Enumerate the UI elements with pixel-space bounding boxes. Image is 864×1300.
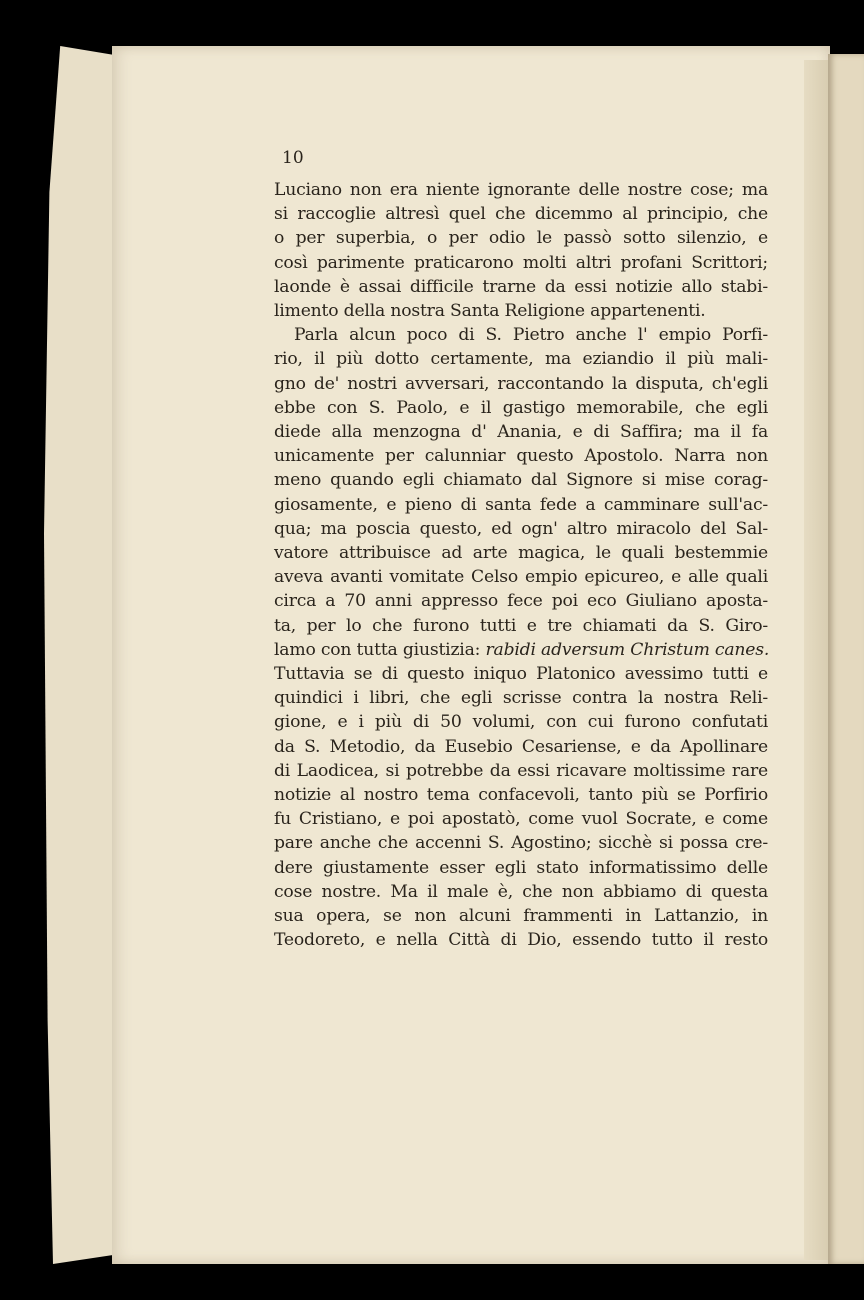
latin-quote: rabidi adversum Christum canes.	[485, 639, 770, 660]
text-line: Parla alcun poco di S. Pietro anche l' empio Porfi-	[294, 325, 768, 346]
body-text	[274, 178, 768, 953]
text-line: ebbe con S. Paolo, e il gastigo memorabile, che egli	[274, 397, 768, 418]
right-page-edge	[828, 54, 864, 1264]
text-line: sua opera, se non alcuni frammenti in Lattanzio, in	[274, 906, 768, 927]
text-line: vatore attribuisce ad arte magica, le quali bestemmie	[274, 543, 768, 564]
text-line: Luciano non era niente ignorante delle nostre cose; ma	[274, 180, 768, 200]
text-line: così parimente praticarono molti altri profani Scrittori;	[274, 252, 768, 273]
text-line: rio, il più dotto certamente, ma eziandio il più mali-	[274, 349, 768, 370]
text-line: da S. Metodio, da Eusebio Cesariense, e da Apollinare	[274, 736, 768, 757]
text-line: gno de' nostri avversari, raccontando la disputa, ch'egli	[274, 373, 768, 394]
text-line: Teodoreto, e nella Città di Dio, essendo tutto il resto	[274, 930, 768, 951]
page-gutter-shadow	[804, 60, 830, 1260]
text-line: diede alla menzogna d' Anania, e di Saffira; ma il fa	[274, 422, 768, 443]
text-line: cose nostre. Ma il male è, che non abbiamo di questa	[274, 881, 768, 902]
paragraph-2	[274, 323, 768, 952]
text-line: meno quando egli chiamato dal Signore si mise corag-	[274, 470, 768, 491]
text-line: limento della nostra Santa Religione appartenenti.	[274, 301, 706, 322]
paragraph-1	[274, 178, 768, 323]
text-line: aveva avanti vomitate Celso empio epicureo, e alle quali	[274, 567, 768, 588]
text-line: pare anche che accenni S. Agostino; sicchè si possa cre-	[274, 833, 768, 854]
text-line: qua; ma poscia questo, ed ogn' altro miracolo del Sal-	[274, 518, 768, 539]
text-line: dere giustamente esser egli stato informatissimo delle	[274, 857, 768, 878]
text-line: notizie al nostro tema confacevoli, tanto più se Porfirio	[274, 785, 768, 806]
text-line: unicamente per calunniar questo Apostolo. Narra non	[274, 446, 768, 467]
text-line: di Laodicea, si potrebbe da essi ricavare moltissime rare	[274, 760, 768, 781]
text-line: gione, e i più di 50 volumi, con cui furono confutati	[274, 712, 768, 733]
text-line: o per superbia, o per odio le passò sotto silenzio, e	[274, 228, 768, 249]
text-line: giosamente, e pieno di santa fede a camminare sull'ac-	[274, 494, 768, 515]
text-line: quindici i libri, che egli scrisse contra la nostra Reli-	[274, 688, 768, 709]
text-line: Tuttavia se di questo iniquo Platonico avessimo tutti e	[274, 664, 768, 685]
text-line: laonde è assai difficile trarne da essi notizie allo stabi-	[274, 276, 768, 297]
text-line: circa a 70 anni appresso fece poi eco Giuliano aposta-	[274, 591, 768, 612]
page-number: 10	[282, 148, 304, 168]
text-run: lamo con tutta giustizia:	[274, 639, 486, 660]
text-line: ta, per lo che furono tutti e tre chiamati da S. Giro-	[274, 615, 768, 636]
text-line: si raccoglie altresì quel che dicemmo al principio, che	[274, 204, 768, 225]
text-line: fu Cristiano, e poi apostatò, come vuol Socrate, e come	[274, 809, 768, 830]
text-line-with-latin-quote	[274, 638, 768, 662]
